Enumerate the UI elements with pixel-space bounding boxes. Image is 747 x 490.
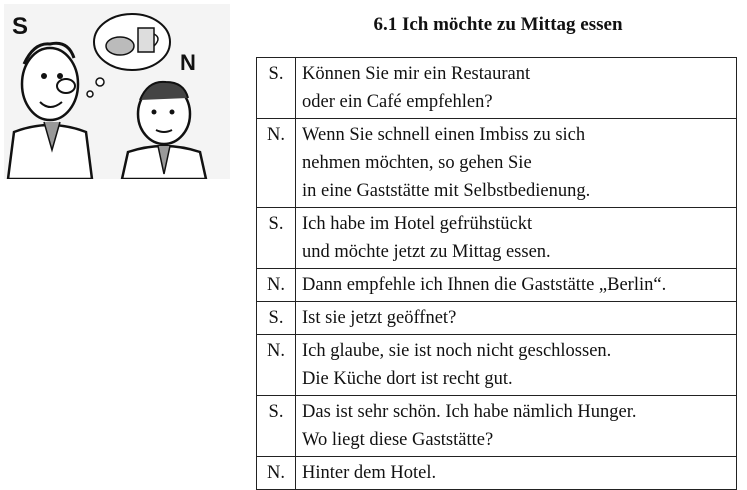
dialog-text: Hinter dem Hotel. <box>296 457 737 490</box>
speaker-label: S. <box>257 58 296 119</box>
speaker-label: S. <box>257 396 296 457</box>
speaker-n-letter: N <box>180 50 196 75</box>
dialog-text: Das ist sehr schön. Ich habe nämlich Hunger. Wo liegt diese Gaststätte? <box>296 396 737 457</box>
dialog-text: Ich habe im Hotel gefrühstückt und möchte jetzt zu Mittag essen. <box>296 208 737 269</box>
speaker-label: S. <box>257 302 296 335</box>
dialog-row <box>257 396 737 457</box>
dialog-row <box>257 335 737 396</box>
speaker-label: N. <box>257 457 296 490</box>
dialog-row <box>257 119 737 208</box>
speaker-label: N. <box>257 335 296 396</box>
beer-mug-icon <box>138 28 154 52</box>
dialog-row <box>257 58 737 119</box>
dialog-text: Wenn Sie schnell einen Imbiss zu sich nehmen möchten, so gehen Sie in eine Gaststätte mit Selbstbedienung. <box>296 119 737 208</box>
cartoon-drawing <box>4 4 230 179</box>
dialog-text: Können Sie mir ein Restaurant oder ein Café empfehlen? <box>296 58 737 119</box>
dialog-text: Ist sie jetzt geöffnet? <box>296 302 737 335</box>
man-n-figure <box>122 82 206 179</box>
dialog-text: Ich glaube, sie ist noch nicht geschlossen. Die Küche dort ist recht gut. <box>296 335 737 396</box>
speaker-label: N. <box>257 119 296 208</box>
food-icon <box>106 37 134 55</box>
dialog-row <box>257 457 737 490</box>
page-title: 6.1 Ich möchte zu Mittag essen <box>373 14 623 35</box>
dialog-table <box>256 57 737 490</box>
dialog-row <box>257 269 737 302</box>
cartoon-illustration <box>4 4 230 179</box>
dialog-row <box>257 302 737 335</box>
dialog-row <box>257 208 737 269</box>
speaker-label: S. <box>257 208 296 269</box>
speaker-label: N. <box>257 269 296 302</box>
dialog-text: Dann empfehle ich Ihnen die Gaststätte „Berlin“. <box>296 269 737 302</box>
speaker-s-letter: S <box>12 13 29 40</box>
man-s-figure <box>8 43 92 179</box>
